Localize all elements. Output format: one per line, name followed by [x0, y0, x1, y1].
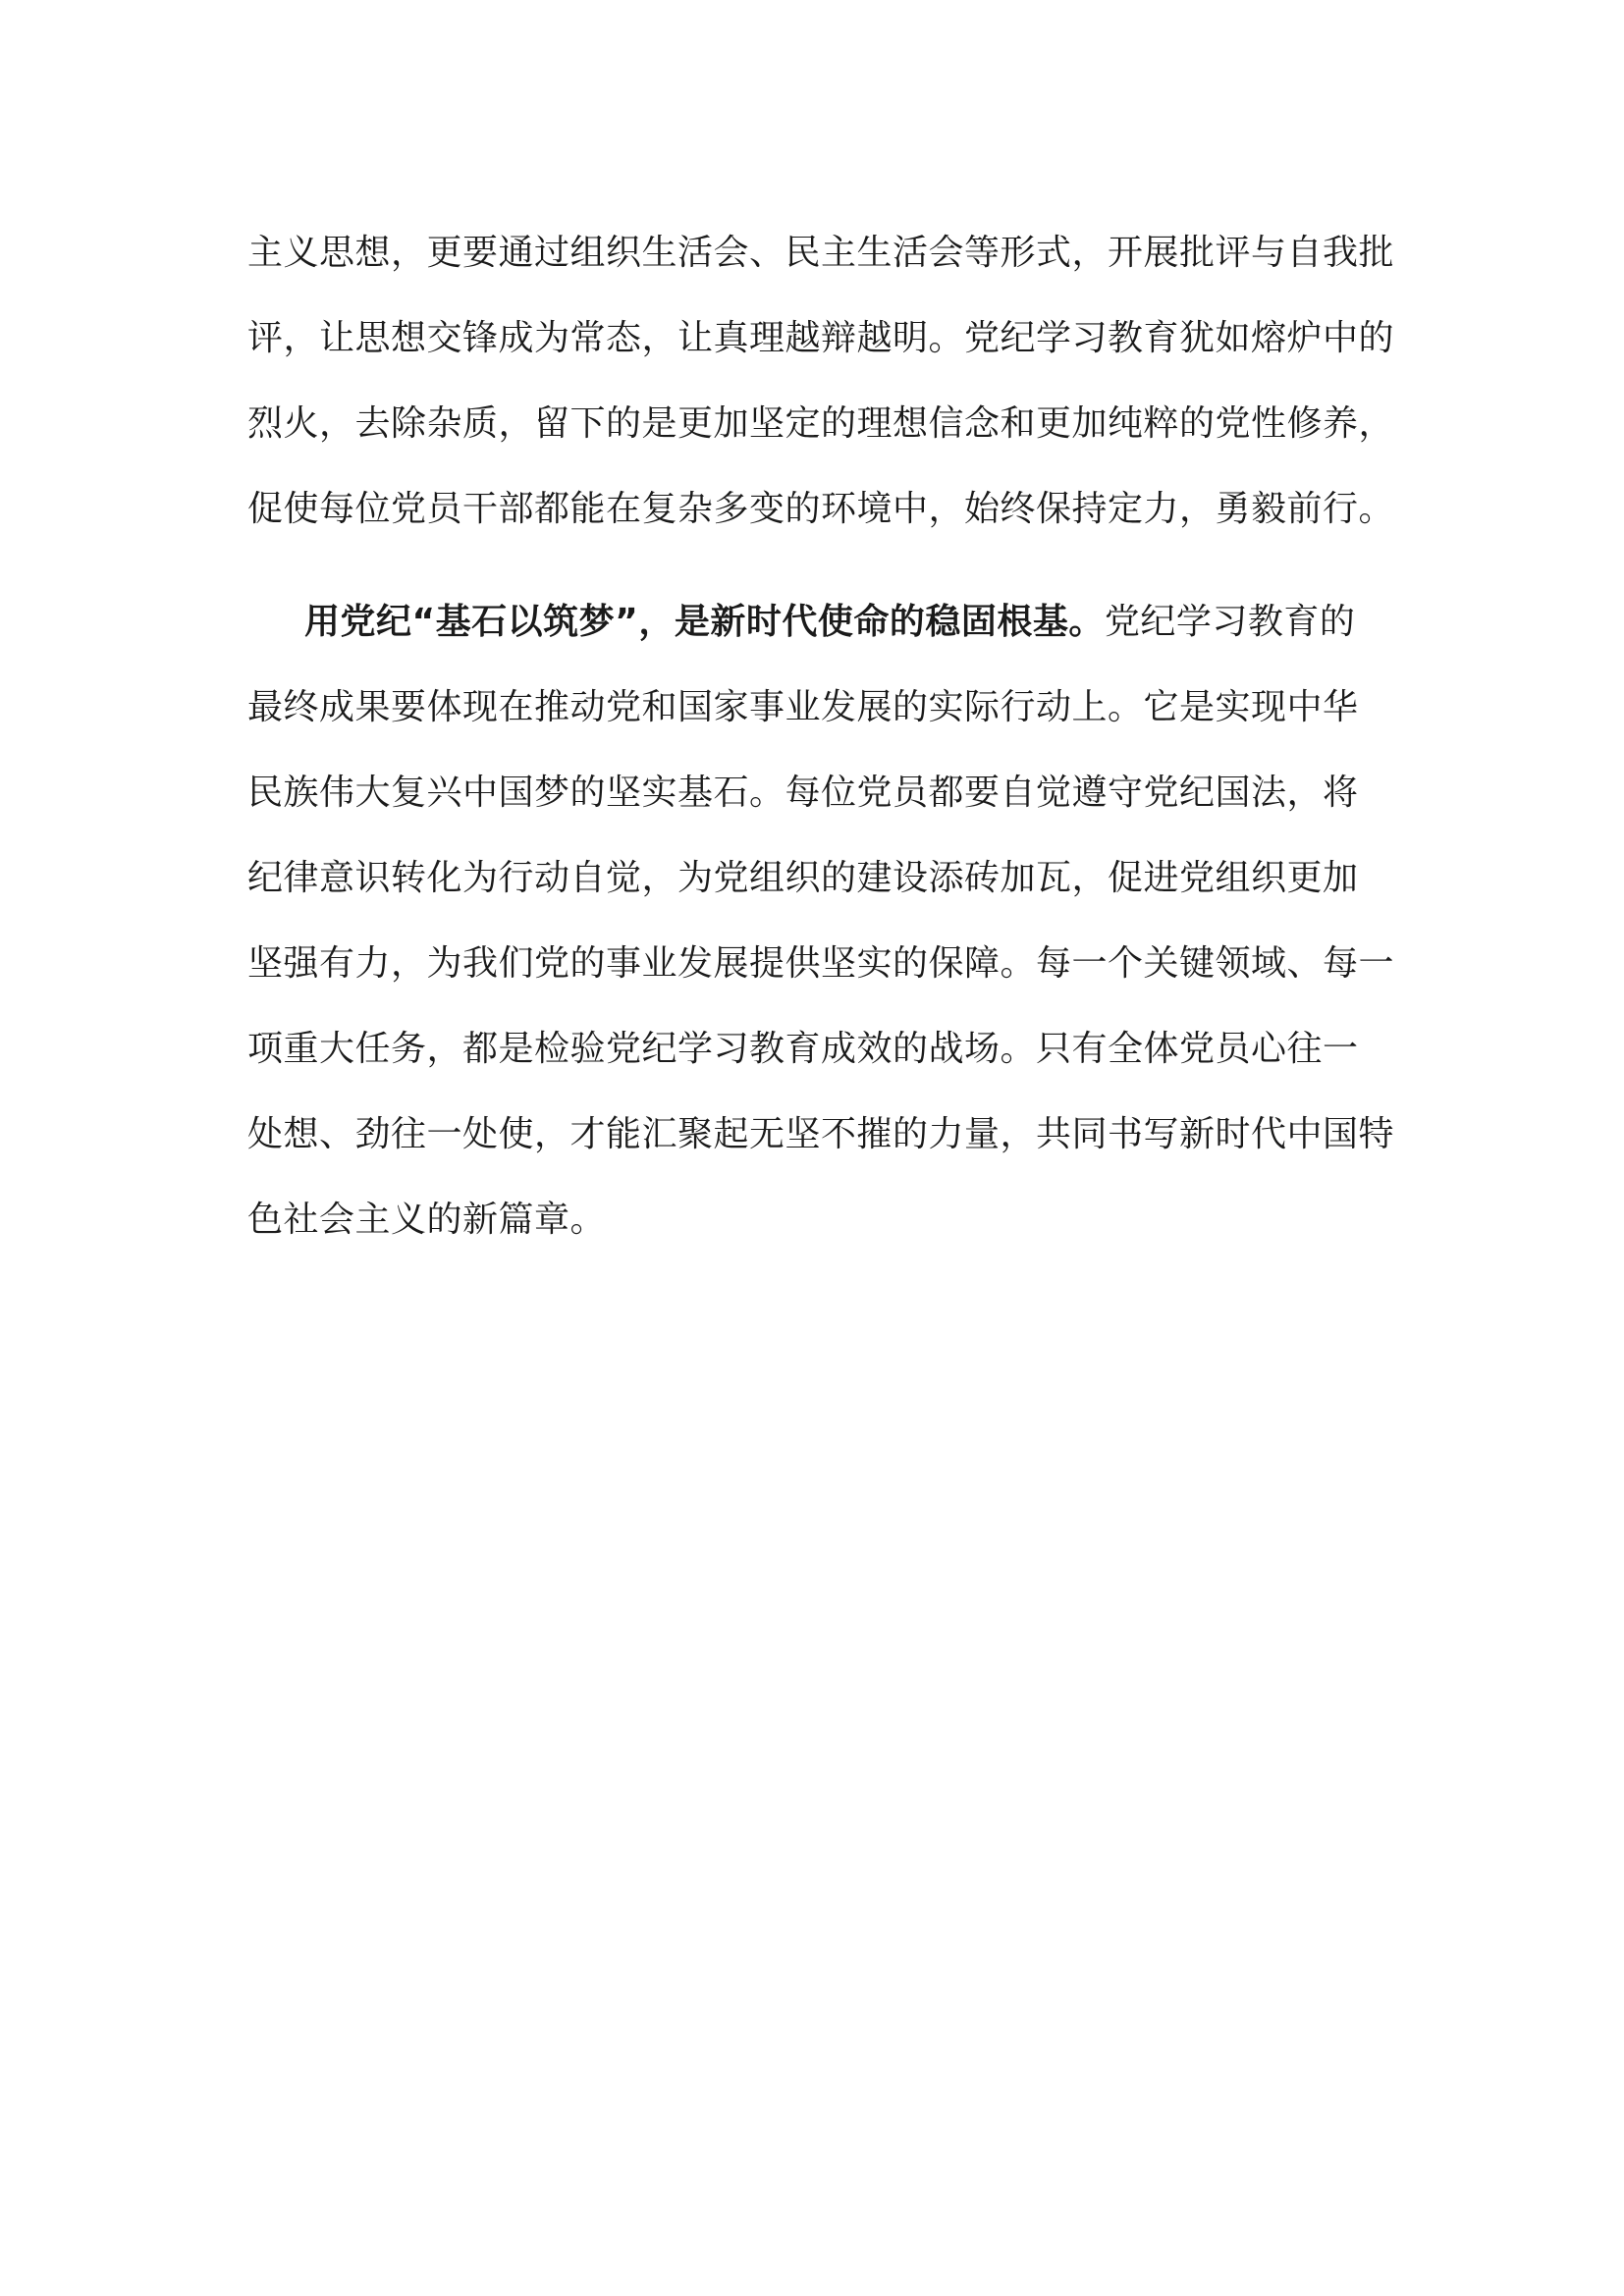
text-line: 主义思想，更要通过组织生活会、民主生活会等形式，开展批评与自我批 — [247, 233, 1395, 273]
text-line: 评，让思想交锋成为常态，让真理越辩越明。党纪学习教育犹如熔炉中的 — [247, 318, 1395, 358]
text-line: 坚强有力，为我们党的事业发展提供坚实的保障。每一个关键领域、每一 — [247, 943, 1395, 984]
text-line: 处想、劲往一处使，才能汇聚起无坚不摧的力量，共同书写新时代中国特 — [247, 1114, 1395, 1154]
text-line: 项重大任务，都是检验党纪学习教育成效的战场。只有全体党员心往一 — [247, 1029, 1359, 1069]
paragraph-1 — [247, 228, 1395, 569]
paragraph-heading: 用党纪“基石以筑梦”，是新时代使命的稳固根基。 — [304, 602, 1105, 642]
paragraph-spacer — [247, 569, 1386, 597]
text-run: 党纪学习教育的 — [1104, 602, 1356, 642]
text-line: 色社会主义的新篇章。 — [247, 1200, 607, 1240]
document-body — [247, 228, 1395, 1280]
paragraph-2 — [247, 597, 1395, 1280]
text-line: 纪律意识转化为行动自觉，为党组织的建设添砖加瓦，促进党组织更加 — [247, 858, 1359, 898]
text-line: 促使每位党员干部都能在复杂多变的环境中，始终保持定力，勇毅前行。 — [247, 489, 1395, 529]
text-line: 烈火，去除杂质，留下的是更加坚定的理想信念和更加纯粹的党性修养， — [247, 403, 1395, 444]
text-line-first — [247, 597, 1386, 682]
text-line: 最终成果要体现在推动党和国家事业发展的实际行动上。它是实现中华 — [247, 687, 1359, 727]
text-line: 民族伟大复兴中国梦的坚实基石。每位党员都要自觉遵守党纪国法，将 — [247, 773, 1359, 813]
